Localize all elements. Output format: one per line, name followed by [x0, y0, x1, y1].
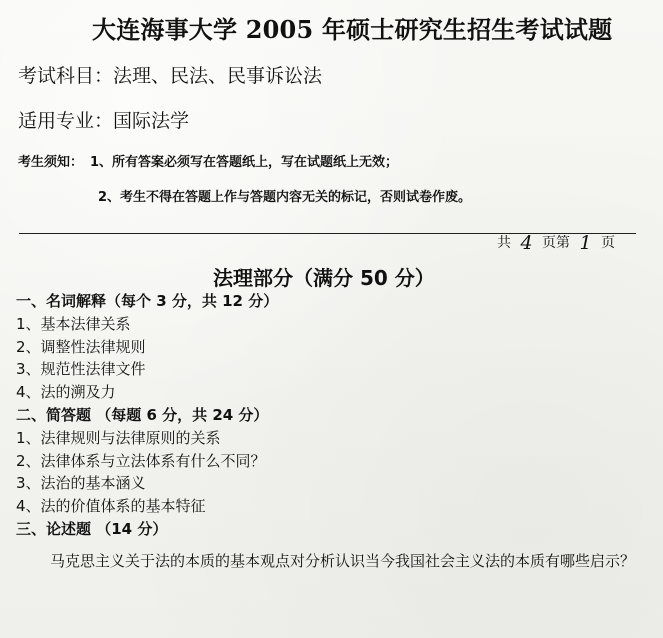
- question-item: 3、法治的基本涵义: [16, 474, 146, 493]
- group-heading: 二、简答题 （每题 6 分，共 24 分）: [16, 405, 269, 424]
- total-pages: 4: [520, 232, 533, 254]
- question-list: [16, 290, 646, 541]
- question-item: 4、法的价值体系的基本特征: [16, 497, 206, 516]
- exam-title: 大连海事大学 2005 年硕士研究生招生考试试题: [92, 15, 613, 44]
- group-heading: 一、名词解释（每个 3 分，共 12 分）: [16, 292, 279, 310]
- notice-label: 考生须知：: [18, 155, 84, 170]
- current-page: 1: [579, 232, 592, 254]
- applicable-major: 适用专业：国际法学: [18, 110, 190, 132]
- page-counter-prefix: 共: [497, 235, 511, 251]
- question-item: 2、调整性法律规则: [16, 337, 146, 356]
- candidate-notice: [18, 149, 638, 209]
- notice-item: 1、所有答案必须写在答题纸上，写在试题纸上无效；: [90, 155, 399, 170]
- section-title: 法理部分（满分 50 分）: [213, 266, 435, 290]
- essay-question: 马克思主义关于法的本质的基本观点对分析认识当今我国社会主义法的本质有哪些启示？: [50, 552, 636, 570]
- page-counter-suffix: 页: [601, 235, 615, 251]
- page-counter: [497, 232, 615, 252]
- question-item: 4、法的溯及力: [16, 383, 116, 402]
- question-item: 2、法律体系与立法体系有什么不同？: [16, 451, 266, 470]
- notice-item: 2、考生不得在答题上作与答题内容无关的标记，否则试卷作废。: [98, 190, 472, 205]
- exam-subject: 考试科目：法理、民法、民事诉讼法: [18, 65, 323, 87]
- question-item: 1、基本法律关系: [16, 314, 131, 333]
- question-item: 3、规范性法律文件: [16, 360, 146, 379]
- question-item: 1、法律规则与法律原则的关系: [16, 428, 221, 447]
- group-heading: 三、论述题 （14 分）: [16, 519, 168, 538]
- page-counter-middle: 页第: [542, 235, 570, 251]
